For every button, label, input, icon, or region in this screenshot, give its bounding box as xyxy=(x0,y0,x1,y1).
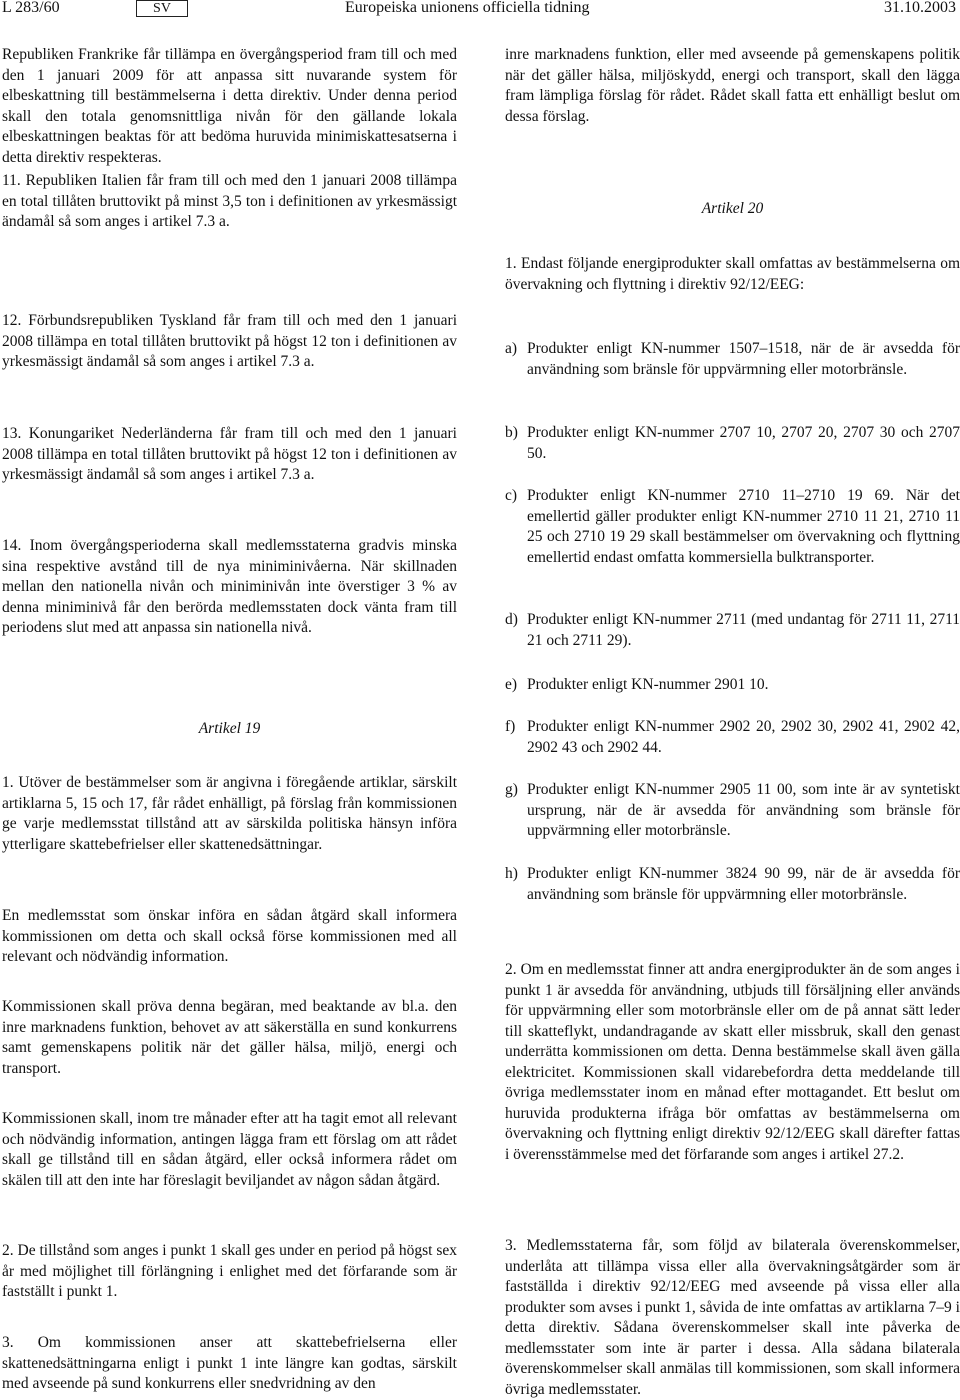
list-item-c: c) Produkter enligt KN-nummer 2710 11–2710 19 69. När det emellertid gäller produkter enligt KN-nummer 2710 11 21, 2710 11 25 och 2710 19 29 skall bestämmelser om övervakning och flyttning emellertid endast omfatta kommersiella bulktransporter. xyxy=(505,487,960,566)
paragraph-11: 11. Republiken Italien får fram till och med den 1 januari 2008 tillämpa en total tillåten bruttovikt på minst 3,5 ton i definitionen av yrkesmässigt ändamål så som anges i artikel 7.3 a. xyxy=(2,172,457,230)
paragraph-continued: inre marknadens funktion, eller med avseende på gemenskapens politik när det gäller hälsa, miljöskydd, energi och transport, skall den lägga fram lämpliga förslag för rådet. Rådet skall fatta ett enhälligt beslut om dessa förslag. xyxy=(505,46,960,125)
paragraph-14: 14. Inom övergångsperioderna skall medlemsstaterna gradvis minska sina respektive avstånd till de nya miniminivåerna. När skillnaden mellan den nationella nivån och miniminivån inte överstiger 3 % av denna miniminivå får den berörda medlemsstaten dock vänta fram till periodens slut med att anpassa sin nationella nivå. xyxy=(2,537,457,636)
journal-title: Europeiska unionens officiella tidning xyxy=(345,0,590,16)
paragraph-intro: Republiken Frankrike får tillämpa en övergångsperiod fram till och med den 1 januari 2009 för att anpassa sitt nuvarande system för elbeskattning till bestämmelserna i detta direktiv. Under denna period skall den totala genomsnittliga nivån för den gällande lokala elbeskattningen beaktas för att bedöma huruvida minimiskattesatserna i detta direktiv respekteras. xyxy=(2,46,457,166)
list-item-h: h) Produkter enligt KN-nummer 3824 90 99, när de är avsedda för användning som bränsle för uppvärmning eller motorbränsle. xyxy=(505,865,960,903)
article-19-paragraph-2: En medlemsstat som önskar införa en sådan åtgärd skall informera kommissionen om detta och skall också förse kommissionen med all relevant och nödvändig information. xyxy=(2,907,457,965)
article-20-point-2: 2. Om en medlemsstat finner att andra energiprodukter än de som anges i punkt 1 är avsedda för användning, utbjuds till försäljning eller används för uppvärmning eller som motorbränsle eller om de på annat sätt leder till skatteflykt, undandragande av skatt eller missbruk, skall den genast underrätta kommissionen om detta. Denna bestämmelse skall även gälla elektricitet. Kommissionen skall vidarebefordra detta meddelande till övriga medlemsstater inom en månad efter mottagandet. Ett beslut om huruvida produkterna ifråga bör omfattas av bestämmelserna om övervakning och flyttning enligt direktiv 92/12/EEG skall därefter fattas i överensstämmelse med det förfarande som anges i artikel 27.2. xyxy=(505,961,960,1163)
article-19-point-1: 1. Utöver de bestämmelser som är angivna i föregående artiklar, särskilt artiklarna 5, 15 och 17, får rådet enhälligt, på förslag från kommissionen ge varje medlemsstat tillstånd att av särskilda politiska hänsyn införa ytterligare skattebefrielser eller skattenedsättningar. xyxy=(2,774,457,853)
list-item-g: g) Produkter enligt KN-nummer 2905 11 00, som inte är av syntetiskt ursprung, när de är avsedda för användning som bränsle för uppvärmning eller motorbränsle. xyxy=(505,781,960,839)
article-19-point-3: 3. Om kommissionen anser att skattebefrielserna eller skattenedsättningarna enligt i punkt 1 inte längre kan godtas, särskilt med avseende på sund konkurrens eller snedvridning av den xyxy=(2,1334,457,1392)
list-item-b: b) Produkter enligt KN-nummer 2707 10, 2707 20, 2707 30 och 2707 50. xyxy=(505,424,960,462)
article-19-paragraph-3: Kommissionen skall pröva denna begäran, med beaktande av bl.a. den inre marknadens funktion, behovet av att säkerställa en sund konkurrens samt gemenskapens politik när det gäller hälsa, miljö, energi och transport. xyxy=(2,998,457,1077)
list-item-d: d) Produkter enligt KN-nummer 2711 (med undantag för 2711 11, 2711 21 och 2711 29). xyxy=(505,611,960,649)
page-reference: L 283/60 xyxy=(2,0,60,16)
article-20-point-3: 3. Medlemsstaterna får, som följd av bilaterala överenskommelser, underlåta att tillämpa vissa eller alla övervakningsåtgärder som är fastställda i direktiv 92/12/EEG med avseende på vissa eller alla produkter som avses i punkt 1, såvida de inte omfattas av artiklarna 7–9 i detta direktiv. Sådana överenskommelser skall inte påverka de medlemsstater som inte är parter i dessa. Alla sådana bilaterala överenskommelser skall anmälas till kommissionen, som skall informera övriga medlemsstater. xyxy=(505,1237,960,1398)
article-20-heading: Artikel 20 xyxy=(701,200,764,217)
article-19-paragraph-4: Kommissionen skall, inom tre månader efter att ha tagit emot all relevant och nödvändig information, antingen lägga fram ett förslag om att rådet skall ge tillstånd till en sådan åtgärd, eller också informera rådet om skälen till att den inte har föreslagit beviljandet av någon sådan åtgärd. xyxy=(2,1110,457,1189)
list-item-a: a) Produkter enligt KN-nummer 1507–1518, när de är avsedda för användning som bränsle för uppvärmning eller motorbränsle. xyxy=(505,340,960,378)
paragraph-13: 13. Konungariket Nederländerna får fram till och med den 1 januari 2008 tillämpa en total tillåten bruttovikt på högst 12 ton i definitionen av yrkesmässigt ändamål så som anges i artikel 7.3 a. xyxy=(2,425,457,483)
article-19-point-2: 2. De tillstånd som anges i punkt 1 skall ges under en period på högst sex år med möjlighet till förlängning i enlighet med det förfarande som är fastställt i punkt 1. xyxy=(2,1242,457,1300)
article-19-heading: Artikel 19 xyxy=(198,720,261,737)
article-20-point-1: 1. Endast följande energiprodukter skall omfattas av bestämmelserna om övervakning och flyttning i direktiv 92/12/EEG: xyxy=(505,255,960,293)
page-header xyxy=(0,0,960,20)
publication-date: 31.10.2003 xyxy=(884,0,956,16)
language-badge: SV xyxy=(136,0,188,17)
list-item-e: e) Produkter enligt KN-nummer 2901 10. xyxy=(505,676,769,693)
list-item-f: f) Produkter enligt KN-nummer 2902 20, 2902 30, 2902 41, 2902 42, 2902 43 och 2902 44. xyxy=(505,718,960,756)
paragraph-12: 12. Förbundsrepubliken Tyskland får fram till och med den 1 januari 2008 tillämpa en total tillåten bruttovikt på högst 12 ton i definitionen av yrkesmässigt ändamål så som anges i artikel 7.3 a. xyxy=(2,312,457,370)
